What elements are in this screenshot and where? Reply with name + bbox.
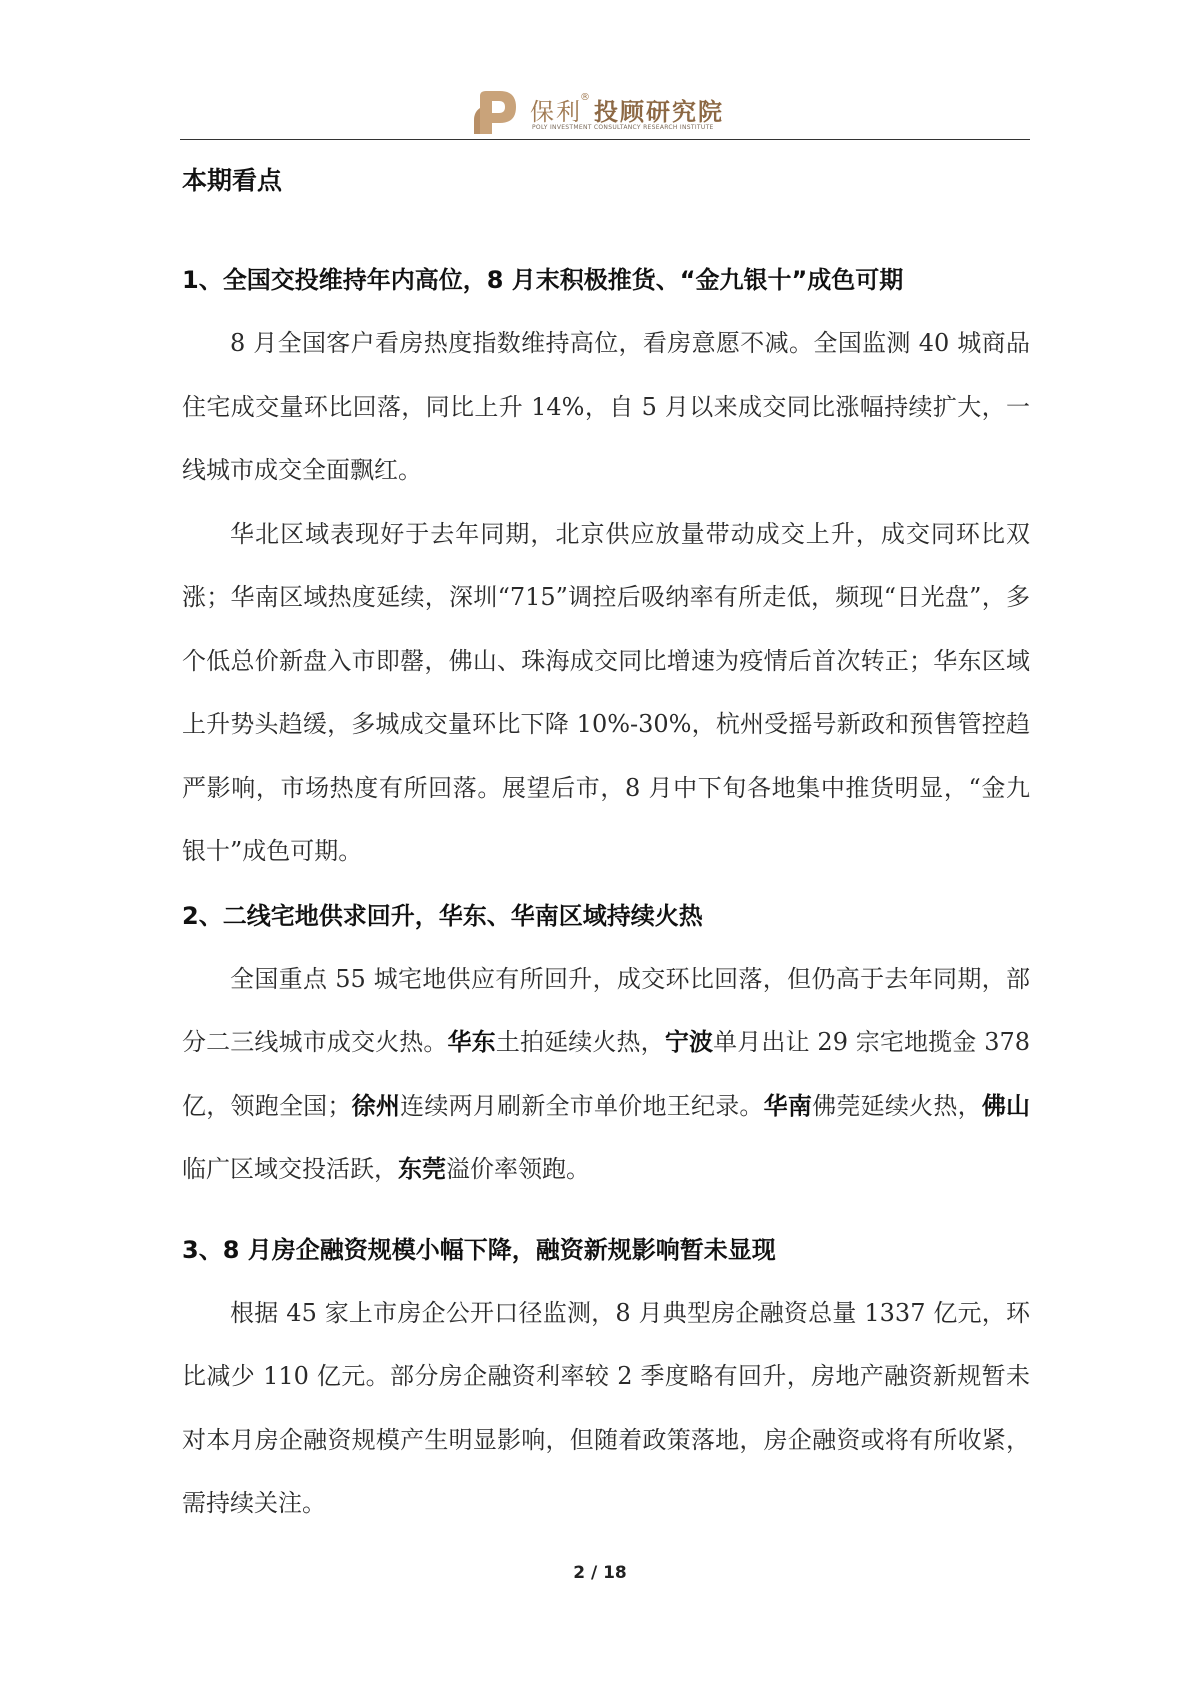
section-heading-2: 2、二线宅地供求回升，华东、华南区域持续火热 — [182, 901, 703, 930]
text-run: 临广区域交投活跃， — [182, 1155, 398, 1183]
section-heading-3: 3、8 月房企融资规模小幅下降，融资新规影响暂未显现 — [182, 1235, 776, 1264]
poly-p-icon — [470, 88, 522, 136]
logo-institute: 投顾研究院 — [594, 98, 724, 126]
region-east: 华东 — [447, 1028, 496, 1056]
poly-logo — [470, 88, 770, 136]
page-title: 本期看点 — [182, 166, 283, 195]
text-run: 连续两月刷新全市单价地王纪录。 — [400, 1091, 764, 1120]
section-3-paragraph: 根据 45 家上市房企公开口径监测，8 月典型房企融资总量 1337 亿元，环比减少 110 亿元。部分房企融资利率较 2 季度略有回升，房地产融资新规暂未对本月房企融资规模产生明显影响，但随着政策落地，房企融资或将有所收紧，需持续关注。 — [182, 1298, 1030, 1517]
region-south: 华南 — [763, 1091, 813, 1120]
header-divider — [180, 139, 1030, 140]
text-run: 土拍延续火热， — [495, 1028, 665, 1056]
text-run: 佛莞延续火热， — [812, 1091, 982, 1120]
registered-mark: ® — [580, 92, 592, 103]
text-run: 全国重点 55 城宅地供应有所回升，成交环比回落，但仍高于去年同期，部分二三线城市成交火热。 — [182, 964, 1030, 1056]
section-1-paragraph-2: 华北区域表现好于去年同期，北京供应放量带动成交上升，成交同环比双涨；华南区域热度延续，深圳“715”调控后吸纳率有所走低，频现“日光盘”，多个低总价新盘入市即罄，佛山、珠海成交同比增速为疫情后首次转正；华东区域上升势头趋缓，多城成交量环比下降 10%-30%，杭州受摇号新政和预售管控趋严影响，市场热度有所回落。展望后市，8 月中下旬各地集中推货明显，“金九银十”成色可期。 — [182, 519, 1030, 865]
text-run: 溢价率领跑。 — [446, 1155, 590, 1183]
section-2-paragraph — [182, 948, 1030, 1202]
page-header — [180, 78, 1030, 140]
city-ningbo: 宁波 — [664, 1028, 714, 1056]
text-run: 单月出让 29 宗宅地揽金 378 亿，领跑全国； — [182, 1028, 1031, 1120]
section-1-paragraph-1: 8 月全国客户看房热度指数维持高位，看房意愿不减。全国监测 40 城商品住宅成交量环比回落，同比上升 14%，自 5 月以来成交同比涨幅持续扩大，一线城市成交全面飘红。 — [182, 329, 1030, 484]
logo-brand: 保利 — [530, 98, 582, 126]
logo-text — [530, 92, 724, 127]
city-xuzhou: 徐州 — [351, 1091, 401, 1120]
section-heading-1: 1、全国交投维持年内高位，8 月末积极推货、“金九银十”成色可期 — [182, 266, 904, 294]
page-number: 2 / 18 — [573, 1563, 627, 1583]
city-dongguan: 东莞 — [398, 1155, 446, 1183]
document-body — [182, 150, 1030, 1536]
logo-english: POLY INVESTMENT CONSULTANCY RESEARCH INSTITUTE — [532, 124, 714, 131]
city-foshan: 佛山 — [981, 1091, 1031, 1120]
